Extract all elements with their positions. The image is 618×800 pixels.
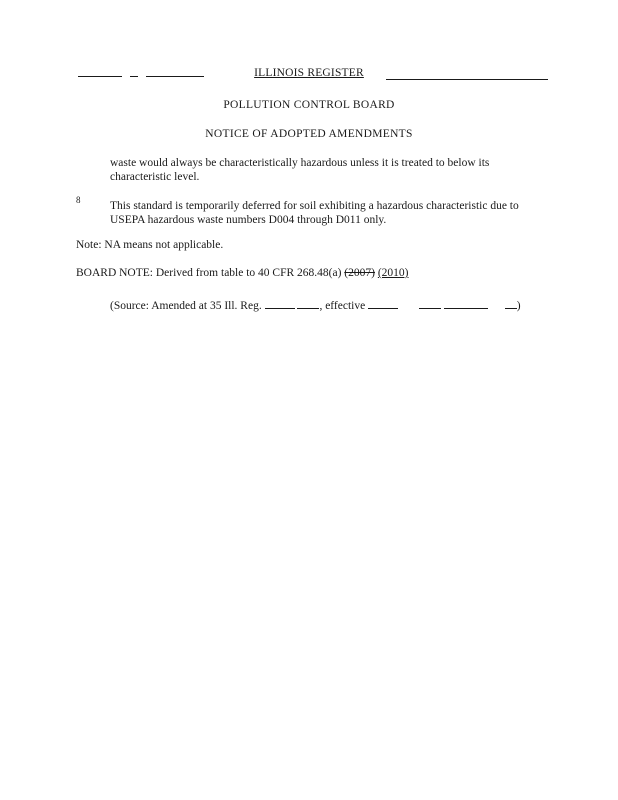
footnote-marker: 8 (76, 195, 81, 205)
continuation-paragraph: waste would always be characteristically hazardous unless it is treated to below its characteristic level. (110, 157, 490, 183)
notice-title: NOTICE OF ADOPTED AMENDMENTS (205, 128, 413, 140)
footnote-paragraph: This standard is temporarily deferred for soil exhibiting a hazardous characteristic due to USEPA hazardous waste numbers D004 through D011 only. (110, 200, 519, 226)
note-line: Note: NA means not applicable. (76, 239, 224, 251)
effective-extra-blank (505, 297, 517, 309)
effective-date-blank (368, 297, 398, 309)
register-volume-blank (265, 297, 295, 309)
agency-title: POLLUTION CONTROL BOARD (223, 99, 395, 111)
board-note (76, 266, 409, 280)
source-prefix: (Source: Amended at 35 Ill. Reg. (110, 300, 262, 312)
board-note-prefix: BOARD NOTE: Derived from table to 40 CFR 268.48(a) (76, 267, 342, 279)
source-mid: , effective (319, 300, 366, 312)
inserted-year: (2010) (377, 267, 409, 279)
source-suffix: ) (516, 300, 521, 312)
deleted-year: (2007) (344, 267, 375, 279)
register-title: ILLINOIS REGISTER (254, 67, 364, 79)
register-page-blank (297, 297, 319, 309)
effective-month-blank (419, 297, 441, 309)
source-line (110, 297, 521, 313)
effective-year-blank (444, 297, 488, 309)
